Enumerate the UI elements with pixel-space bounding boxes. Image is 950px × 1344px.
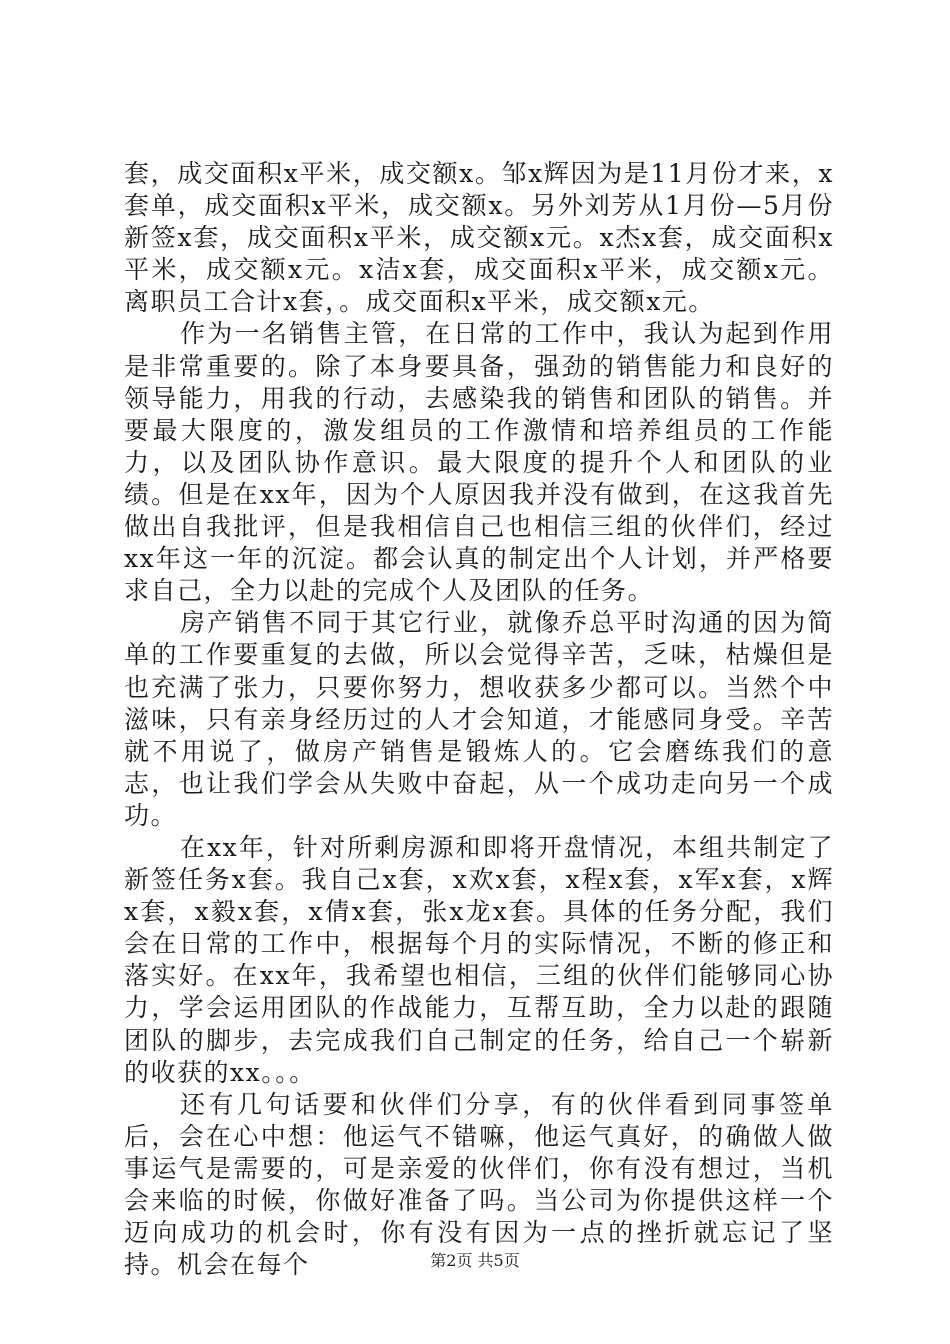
paragraph-continuation: 套，成交面积x平米，成交额x。邹x辉因为是11月份才来，x套单，成交面积x平米，成交额x。另外刘芳从1月份—5月份新签x套，成交面积x平米，成交额x元。x杰x套，成交面积x平米，成交额x元。x洁x套，成交面积x平米，成交额x元。离职员工合计x套，。成交面积x平米，成交额x元。 xyxy=(124,159,834,317)
paragraph-real-estate-sales: 房产销售不同于其它行业，就像乔总平时沟通的因为简单的工作要重复的去做，所以会觉得辛苦，乏味，枯燥但是也充满了张力，只要你努力，想收获多少都可以。当然个中滋味，只有亲身经历过的人才会知道，才能感同身受。辛苦就不用说了，做房产销售是锻炼人的。它会磨练我们的意志，也让我们学会从失败中奋起，从一个成功走向另一个成功。 xyxy=(124,608,834,830)
paragraph-supervisor-role: 作为一名销售主管，在日常的工作中，我认为起到作用是非常重要的。除了本身要具备，强劲的销售能力和良好的领导能力，用我的行动，去感染我的销售和团队的销售。并要最大限度的，激发组员的工作激情和培养组员的工作能力，以及团队协作意识。最大限度的提升个人和团队的业绩。但是在xx年，因为个人原因我并没有做到，在这我首先做出自我批评，但是我相信自己也相信三组的伙伴们，经过xx年这一年的沉淀。都会认真的制定出个人计划，并严格要求自己，全力以赴的完成个人及团队的任务。 xyxy=(124,319,834,606)
paragraph-sales-targets: 在xx年，针对所剩房源和即将开盘情况，本组共制定了新签任务x套。我自己x套，x欢x套，x程x套，x军x套，x辉x套，x毅x套，x倩x套，张x龙x套。具体的任务分配，我们会在日常的工作中，根据每个月的实际情况，不断的修正和落实好。在xx年，我希望也相信，三组的伙伴们能够同心协力，学会运用团队的作战能力，互帮互助，全力以赴的跟随团队的脚步，去完成我们自己制定的任务，给自己一个崭新的收获的xx。。。 xyxy=(124,832,834,1087)
page-number-footer: 第2页 共5页 xyxy=(430,1251,520,1270)
document-body xyxy=(124,158,834,1281)
paragraph-sharing-words: 还有几句话要和伙伴们分享，有的伙伴看到同事签单后，会在心中想：他运气不错嘛，他运气真好，的确做人做事运气是需要的，可是亲爱的伙伴们，你有没有想过，当机会来临的时候，你做好准备了吗。当公司为你提供这样一个迈向成功的机会时，你有没有因为一点的挫折就忘记了坚持。机会在每个 xyxy=(124,1089,834,1280)
